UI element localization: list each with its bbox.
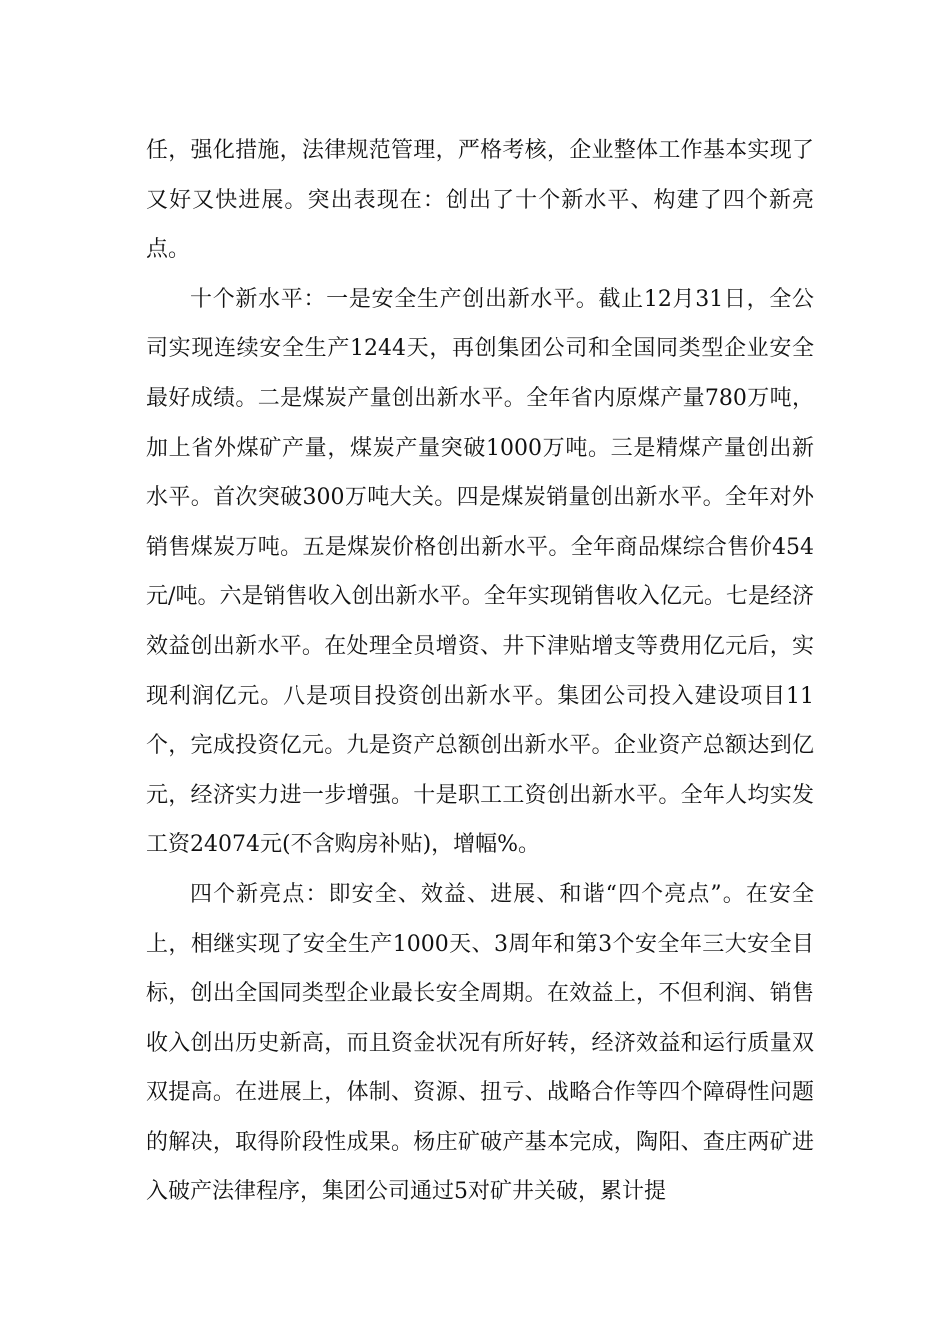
paragraph-ten-new-levels: 十个新水平：一是安全生产创出新水平。截止12月31日，全公司实现连续安全生产1244天，再创集团公司和全国同类型企业安全最好成绩。二是煤炭产量创出新水平。全年省内原煤产量780万吨，加上省外煤矿产量，煤炭产量突破1000万吨。三是精煤产量创出新水平。首次突破300万吨大关。四是煤炭销量创出新水平。全年对外销售煤炭万吨。五是煤炭价格创出新水平。全年商品煤综合售价454元/吨。六是销售收入创出新水平。全年实现销售收入亿元。七是经济效益创出新水平。在处理全员增资、井下津贴增支等费用亿元后，实现利润亿元。八是项目投资创出新水平。集团公司投入建设项目11个，完成投资亿元。九是资产总额创出新水平。企业资产总额达到亿元，经济实力进一步增强。十是职工工资创出新水平。全年人均实发工资24074元(不含购房补贴)，增幅%。 xyxy=(146,286,814,858)
document-body xyxy=(146,126,814,1217)
paragraph-continuation: 任，强化措施，法律规范管理，严格考核，企业整体工作基本实现了又好又快进展。突出表现在：创出了十个新水平、构建了四个新亮点。 xyxy=(146,138,814,263)
paragraph-four-highlights: 四个新亮点：即安全、效益、进展、和谐“四个亮点”。在安全上，相继实现了安全生产1000天、3周年和第3个安全年三大安全目标，创出全国同类型企业最长安全周期。在效益上，不但利润、销售收入创出历史新高，而且资金状况有所好转，经济效益和运行质量双双提高。在进展上，体制、资源、扭亏、战略合作等四个障碍性问题的解决，取得阶段性成果。杨庄矿破产基本完成，陶阳、查庄两矿进入破产法律程序，集团公司通过5对矿井关破，累计提 xyxy=(146,881,814,1205)
